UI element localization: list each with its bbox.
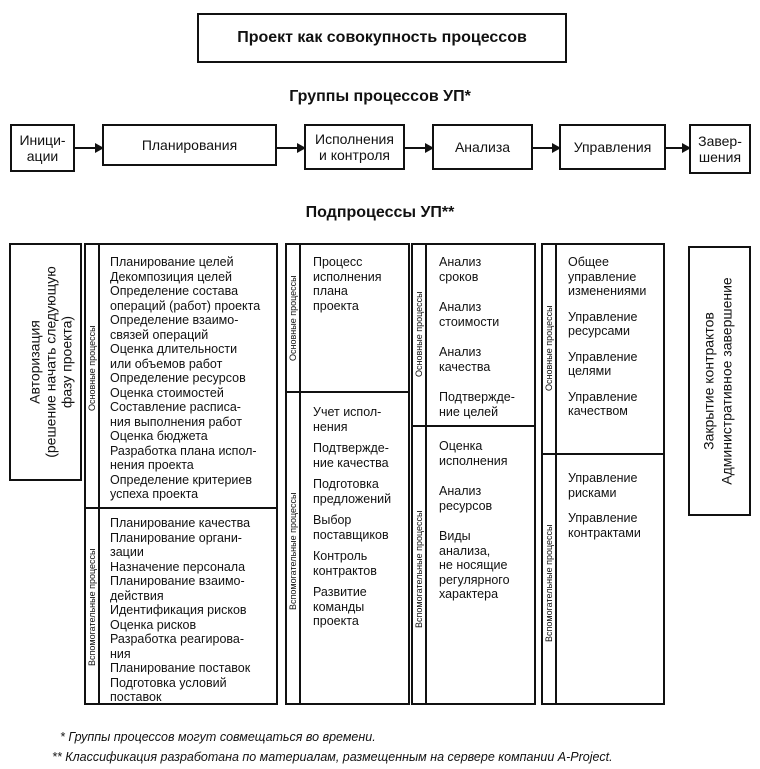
list-item: Планирование качества	[110, 516, 251, 530]
list-item: Определение состава операций (работ) проекта	[110, 284, 261, 313]
closure-text: Закрытие контрактов Административное завершение	[700, 277, 735, 485]
list-item: Планирование целей	[110, 255, 234, 269]
management-main-list	[568, 255, 665, 419]
list-item: Составление расписа- ния выполнения работ	[110, 400, 242, 429]
list-item: Идентификация рисков	[110, 603, 247, 617]
list-item: Анализ ресурсов	[439, 484, 493, 513]
list-item: Учет испол- нения	[313, 405, 382, 434]
groups-heading: Группы процессов УП*	[289, 88, 471, 105]
execution-section-divider	[287, 391, 408, 393]
list-item: Подтвержде- ние качества	[313, 441, 389, 470]
authorization-text: Авторизация (решение начать следующую фазу проекта)	[26, 266, 75, 458]
footnote-1: * Группы процессов могут совмещаться во времени.	[60, 730, 376, 744]
subprocess-heading: Подпроцессы УП**	[305, 204, 455, 221]
management-main-label: Основные процессы	[544, 305, 554, 391]
list-item: Оценка длительности или объемов работ	[110, 342, 238, 371]
list-item: Управление ресурсами	[568, 309, 638, 338]
list-item: Планирование взаимо- действия	[110, 574, 245, 603]
diagram-title: Проект как совокупность процессов	[197, 13, 567, 63]
list-item: Разработка реагирова- ния	[110, 632, 245, 661]
list-item: Управление целями	[568, 349, 638, 378]
list-item: Общее управление изменениями	[568, 255, 647, 298]
execution-main-list	[313, 255, 409, 313]
group-closure: Завер- шения	[689, 124, 751, 174]
arrow-5	[666, 147, 689, 149]
list-item: Управление контрактами	[568, 511, 641, 540]
execution-main-label: Основные процессы	[288, 275, 298, 361]
group-planning: Планирования	[102, 124, 277, 166]
list-item: Контроль контрактов	[313, 549, 377, 578]
planning-section-divider	[86, 507, 276, 509]
analysis-column	[411, 243, 536, 705]
list-item: Декомпозиция целей	[110, 269, 233, 284]
planning-aux-list	[110, 516, 278, 705]
analysis-aux-list	[439, 439, 535, 602]
analysis-section-divider	[413, 425, 534, 427]
group-analysis: Анализа	[432, 124, 533, 170]
list-item: Назначение персонала	[110, 559, 246, 574]
management-column	[541, 243, 665, 705]
analysis-aux-label: Вспомогательные процессы	[414, 510, 424, 628]
arrow-1	[75, 147, 102, 149]
planning-aux-label: Вспомогательные процессы	[87, 548, 97, 666]
execution-label-divider	[299, 245, 301, 703]
group-initiation: Иници- ации	[10, 124, 75, 172]
execution-aux-label: Вспомогательные процессы	[288, 492, 298, 610]
list-item: Оценка стоимостей	[110, 385, 224, 400]
management-label-divider	[555, 245, 557, 703]
list-item: Планирование поставок	[110, 661, 251, 675]
list-item: Планирование органи- зации	[110, 530, 242, 559]
list-item: Оценка рисков	[110, 617, 197, 632]
execution-aux-list	[313, 405, 409, 629]
list-item: Оценка исполнения	[439, 439, 508, 468]
list-item: Оценка бюджета	[110, 429, 208, 443]
analysis-main-list	[439, 255, 535, 419]
list-item: Подтвержде- ние целей	[439, 390, 515, 419]
analysis-main-label: Основные процессы	[414, 291, 424, 377]
list-item: Определение ресурсов	[110, 371, 246, 385]
list-item: Управление качеством	[568, 389, 638, 418]
management-section-divider	[543, 453, 663, 455]
list-item: Выбор поставщиков	[313, 513, 389, 542]
list-item: Виды анализа, не носящие регулярного характера	[439, 529, 510, 601]
authorization-box	[9, 243, 82, 481]
list-item: Анализ стоимости	[439, 300, 500, 329]
planning-main-list	[110, 255, 278, 502]
planning-column	[84, 243, 278, 705]
arrow-3	[405, 147, 432, 149]
arrow-4	[533, 147, 559, 149]
list-item: Разработка плана испол- нения проекта	[110, 443, 257, 472]
list-item: Процесс исполнения плана проекта	[313, 255, 382, 313]
management-aux-label: Вспомогательные процессы	[544, 524, 554, 642]
arrow-2	[277, 147, 304, 149]
closure-box	[688, 246, 751, 516]
list-item: Развитие команды проекта	[313, 585, 367, 628]
planning-main-label: Основные процессы	[87, 325, 97, 411]
management-aux-list	[568, 471, 665, 540]
list-item: Анализ сроков	[439, 255, 482, 284]
group-execution-control: Исполнения и контроля	[304, 124, 405, 170]
list-item: Подготовка условий поставок	[110, 675, 227, 704]
list-item: Определение критериев успеха проекта	[110, 472, 252, 501]
analysis-label-divider	[425, 245, 427, 703]
footnote-2: ** Классификация разработана по материалам, размещенным на сервере компании A-Project.	[52, 750, 613, 764]
list-item: Управление рисками	[568, 471, 638, 500]
list-item: Подготовка предложений	[313, 477, 392, 506]
list-item: Определение взаимо- связей операций	[110, 313, 239, 342]
planning-label-divider	[98, 245, 100, 703]
list-item: Анализ качества	[439, 345, 491, 374]
execution-column	[285, 243, 410, 705]
group-management: Управления	[559, 124, 666, 170]
